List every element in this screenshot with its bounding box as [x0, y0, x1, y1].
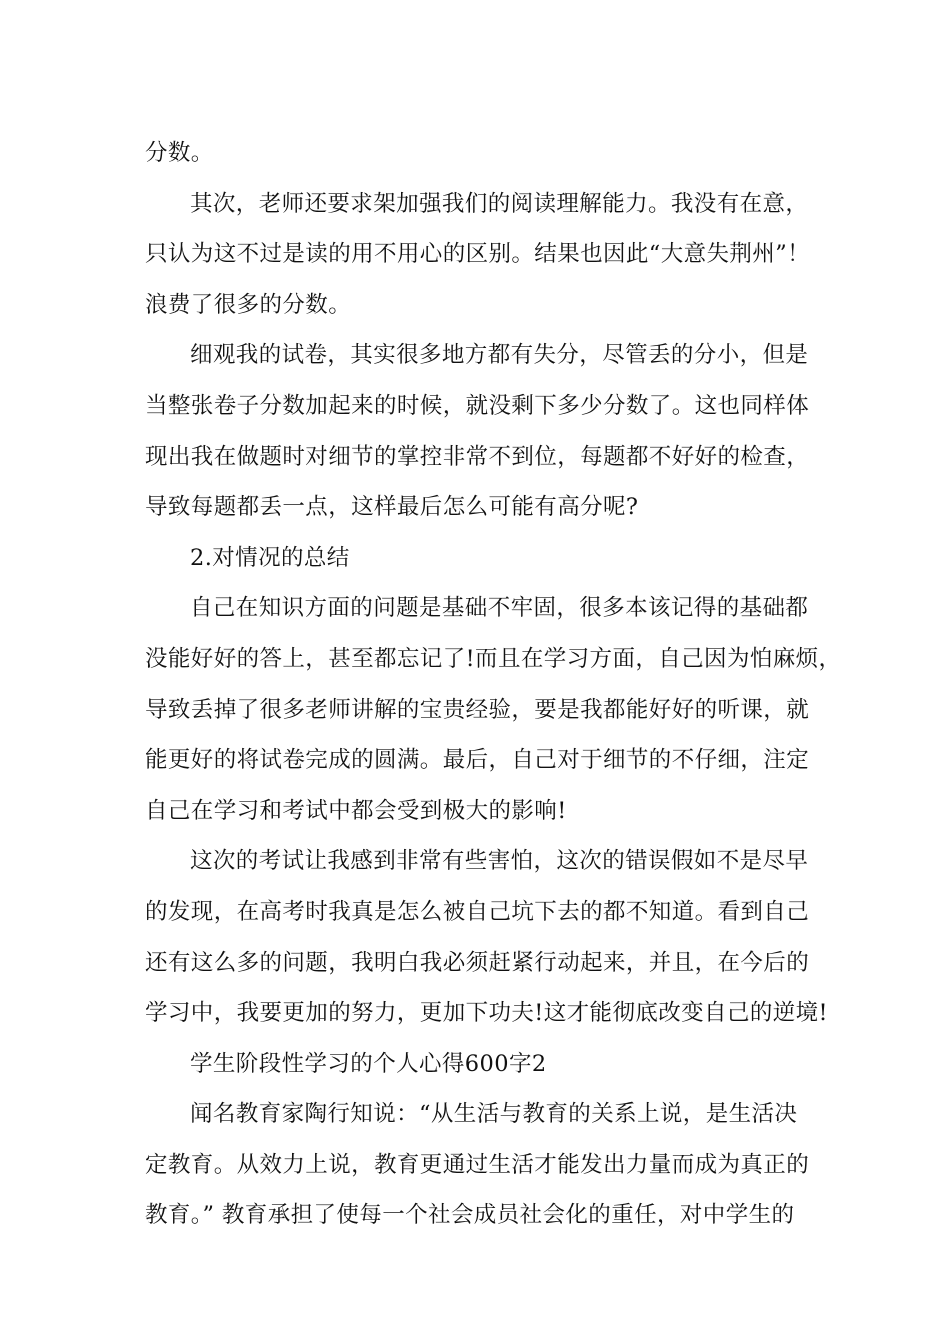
section-heading: 2.对情况的总结: [190, 544, 350, 571]
text-line: 还有这么多的问题，我明白我必须赶紧行动起来，并且，在今后的: [145, 949, 810, 976]
text-line: 的发现，在高考时我真是怎么被自己坑下去的都不知道。看到自己: [145, 898, 810, 925]
text-line: 导致每题都丢一点，这样最后怎么可能有高分呢?: [145, 494, 639, 521]
text-line: 导致丢掉了很多老师讲解的宝贵经验，要是我都能好好的听课，就: [145, 696, 810, 723]
text-line: 自己在知识方面的问题是基础不牢固，很多本该记得的基础都: [190, 595, 809, 622]
text-line: 分数。: [145, 140, 214, 166]
text-line: 当整张卷子分数加起来的时候，就没剩下多少分数了。这也同样体: [145, 392, 810, 419]
text-line: 自己在学习和考试中都会受到极大的影响!: [145, 797, 567, 824]
text-line: 浪费了很多的分数。: [145, 291, 352, 318]
text-line: 闻名教育家陶行知说：“从生活与教育的关系上说，是生活决: [190, 1101, 798, 1128]
document-page: [145, 128, 842, 1241]
text-line: 其次，老师还要求架加强我们的阅读理解能力。我没有在意，: [190, 190, 809, 217]
text-line: 现出我在做题时对细节的掌控非常不到位，每题都不好好的检查，: [145, 443, 810, 470]
article-title: 学生阶段性学习的个人心得600字2: [190, 1050, 547, 1077]
text-line: 细观我的试卷，其实很多地方都有失分，尽管丢的分小，但是: [190, 342, 809, 369]
text-line: 能更好的将试卷完成的圆满。最后，自己对于细节的不仔细，注定: [145, 747, 810, 774]
text-line: 这次的考试让我感到非常有些害怕，这次的错误假如不是尽早: [190, 848, 809, 875]
text-line: 只认为这不过是读的用不用心的区别。结果也因此“大意失荆州”！: [145, 241, 811, 268]
text-line: 学习中，我要更加的努力，更加下功夫!这才能彻底改变自己的逆境!: [145, 1000, 828, 1027]
text-line: 定教育。从效力上说，教育更通过生活才能发出力量而成为真正的: [145, 1151, 810, 1178]
text-line: 没能好好的答上，甚至都忘记了!而且在学习方面，自己因为怕麻烦，: [145, 645, 842, 672]
text-line: 教育。” 教育承担了使每一个社会成员社会化的重任，对中学生的: [145, 1202, 795, 1229]
